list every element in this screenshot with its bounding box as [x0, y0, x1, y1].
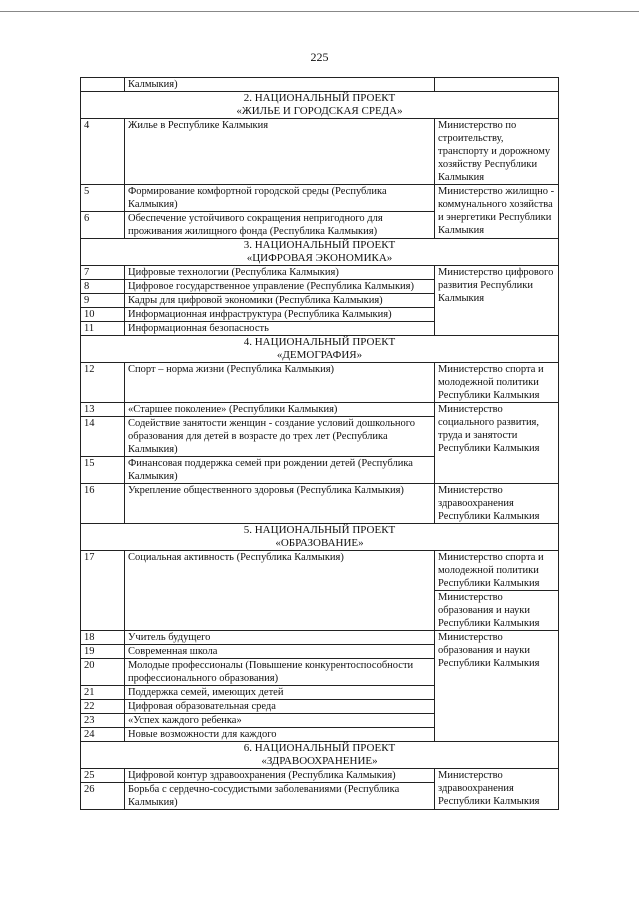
item-number: 4 [81, 119, 125, 185]
ministry-cell: Министерство по строительству, транспорту и дорожному хозяйству Республики Калмыкия [435, 119, 559, 185]
section-title-line: 6. НАЦИОНАЛЬНЫЙ ПРОЕКТ [243, 742, 396, 754]
project-name: Обеспечение устойчивого сокращения непригодного для проживания жилищного фонда (Республика Калмыкия) [125, 212, 435, 239]
item-number: 20 [81, 659, 125, 686]
section-subtitle-line: «ЗДРАВООХРАНЕНИЕ» [261, 755, 378, 767]
section-title-line: 4. НАЦИОНАЛЬНЫЙ ПРОЕКТ [243, 336, 396, 348]
item-number: 10 [81, 308, 125, 322]
section-title [81, 336, 559, 363]
project-name: Молодые профессионалы (Повышение конкурентоспособности профессионального образования) [125, 659, 435, 686]
section-title [81, 239, 559, 266]
project-name: «Успех каждого ребенка» [125, 714, 435, 728]
project-name: Новые возможности для каждого [125, 728, 435, 742]
item-number: 11 [81, 322, 125, 336]
project-name: Содействие занятости женщин - создание условий дошкольного образования для детей в возрасте до трех лет (Республика Калмыкия) [125, 417, 435, 457]
item-number: 19 [81, 645, 125, 659]
table-row [81, 185, 559, 212]
ministry-cell: Министерство цифрового развития Республики Калмыкия [435, 266, 559, 336]
table-row [81, 484, 559, 524]
table-row [81, 551, 559, 591]
item-number [81, 78, 125, 92]
item-number: 16 [81, 484, 125, 524]
table-row [81, 403, 559, 417]
ministry-cell: Министерство спорта и молодежной политики Республики Калмыкия [435, 551, 559, 591]
ministry-cell [435, 78, 559, 92]
project-name: Учитель будущего [125, 631, 435, 645]
project-name: Цифровые технологии (Республика Калмыкия) [125, 266, 435, 280]
ministry-cell: Министерство образования и науки Республики Калмыкия [435, 631, 559, 742]
section-title-line: 3. НАЦИОНАЛЬНЫЙ ПРОЕКТ [243, 239, 396, 251]
project-name: Калмыкия) [125, 78, 435, 92]
item-number: 22 [81, 700, 125, 714]
project-name: Укрепление общественного здоровья (Республика Калмыкия) [125, 484, 435, 524]
item-number: 12 [81, 363, 125, 403]
table-row [81, 363, 559, 403]
section-subtitle-line: «ЖИЛЬЕ И ГОРОДСКАЯ СРЕДА» [236, 105, 403, 117]
item-number: 9 [81, 294, 125, 308]
project-name: Информационная инфраструктура (Республика Калмыкия) [125, 308, 435, 322]
page-number: 225 [310, 50, 329, 64]
section-title [81, 92, 559, 119]
ministry-cell: Министерство образования и науки Республики Калмыкия [435, 591, 559, 631]
section-subtitle-line: «ОБРАЗОВАНИЕ» [275, 537, 364, 549]
ministry-cell: Министерство жилищно - коммунального хозяйства и энергетики Республики Калмыкия [435, 185, 559, 239]
section-header-row [81, 92, 559, 119]
projects-table [80, 77, 559, 810]
project-name: Поддержка семей, имеющих детей [125, 686, 435, 700]
project-name: «Старшее поколение» (Республики Калмыкия) [125, 403, 435, 417]
item-number: 26 [81, 783, 125, 810]
item-number: 21 [81, 686, 125, 700]
item-number: 23 [81, 714, 125, 728]
table-row [81, 266, 559, 280]
ministry-cell: Министерство социального развития, труда и занятости Республики Калмыкия [435, 403, 559, 484]
item-number: 18 [81, 631, 125, 645]
section-title [81, 742, 559, 769]
ministry-cell: Министерство спорта и молодежной политики Республики Калмыкия [435, 363, 559, 403]
ministry-cell: Министерство здравоохранения Республики Калмыкия [435, 484, 559, 524]
section-header-row [81, 524, 559, 551]
project-name: Формирование комфортной городской среды (Республика Калмыкия) [125, 185, 435, 212]
project-name: Социальная активность (Республика Калмыкия) [125, 551, 435, 631]
section-subtitle-line: «ДЕМОГРАФИЯ» [276, 349, 363, 361]
section-header-row [81, 742, 559, 769]
project-name: Финансовая поддержка семей при рождении детей (Республика Калмыкия) [125, 457, 435, 484]
project-name: Информационная безопасность [125, 322, 435, 336]
project-name: Борьба с сердечно-сосудистыми заболеваниями (Республика Калмыкия) [125, 783, 435, 810]
item-number: 6 [81, 212, 125, 239]
ministry-cell: Министерство здравоохранения Республики Калмыкия [435, 769, 559, 810]
item-number: 8 [81, 280, 125, 294]
section-title [81, 524, 559, 551]
table-row [81, 631, 559, 645]
section-header-row [81, 239, 559, 266]
section-title-line: 5. НАЦИОНАЛЬНЫЙ ПРОЕКТ [243, 524, 396, 536]
section-header-row [81, 336, 559, 363]
item-number: 13 [81, 403, 125, 417]
project-name: Цифровой контур здравоохранения (Республика Калмыкия) [125, 769, 435, 783]
table-row [81, 119, 559, 185]
table-row [81, 78, 559, 92]
item-number: 17 [81, 551, 125, 631]
item-number: 14 [81, 417, 125, 457]
project-name: Кадры для цифровой экономики (Республика Калмыкия) [125, 294, 435, 308]
item-number: 24 [81, 728, 125, 742]
item-number: 15 [81, 457, 125, 484]
section-title-line: 2. НАЦИОНАЛЬНЫЙ ПРОЕКТ [243, 92, 396, 104]
item-number: 7 [81, 266, 125, 280]
item-number: 5 [81, 185, 125, 212]
top-rule [0, 11, 639, 12]
section-subtitle-line: «ЦИФРОВАЯ ЭКОНОМИКА» [246, 252, 393, 264]
item-number: 25 [81, 769, 125, 783]
project-name: Цифровая образовательная среда [125, 700, 435, 714]
project-name: Цифровое государственное управление (Республика Калмыкия) [125, 280, 435, 294]
table-row [81, 769, 559, 783]
project-name: Жилье в Республике Калмыкия [125, 119, 435, 185]
project-name: Современная школа [125, 645, 435, 659]
project-name: Спорт – норма жизни (Республика Калмыкия) [125, 363, 435, 403]
